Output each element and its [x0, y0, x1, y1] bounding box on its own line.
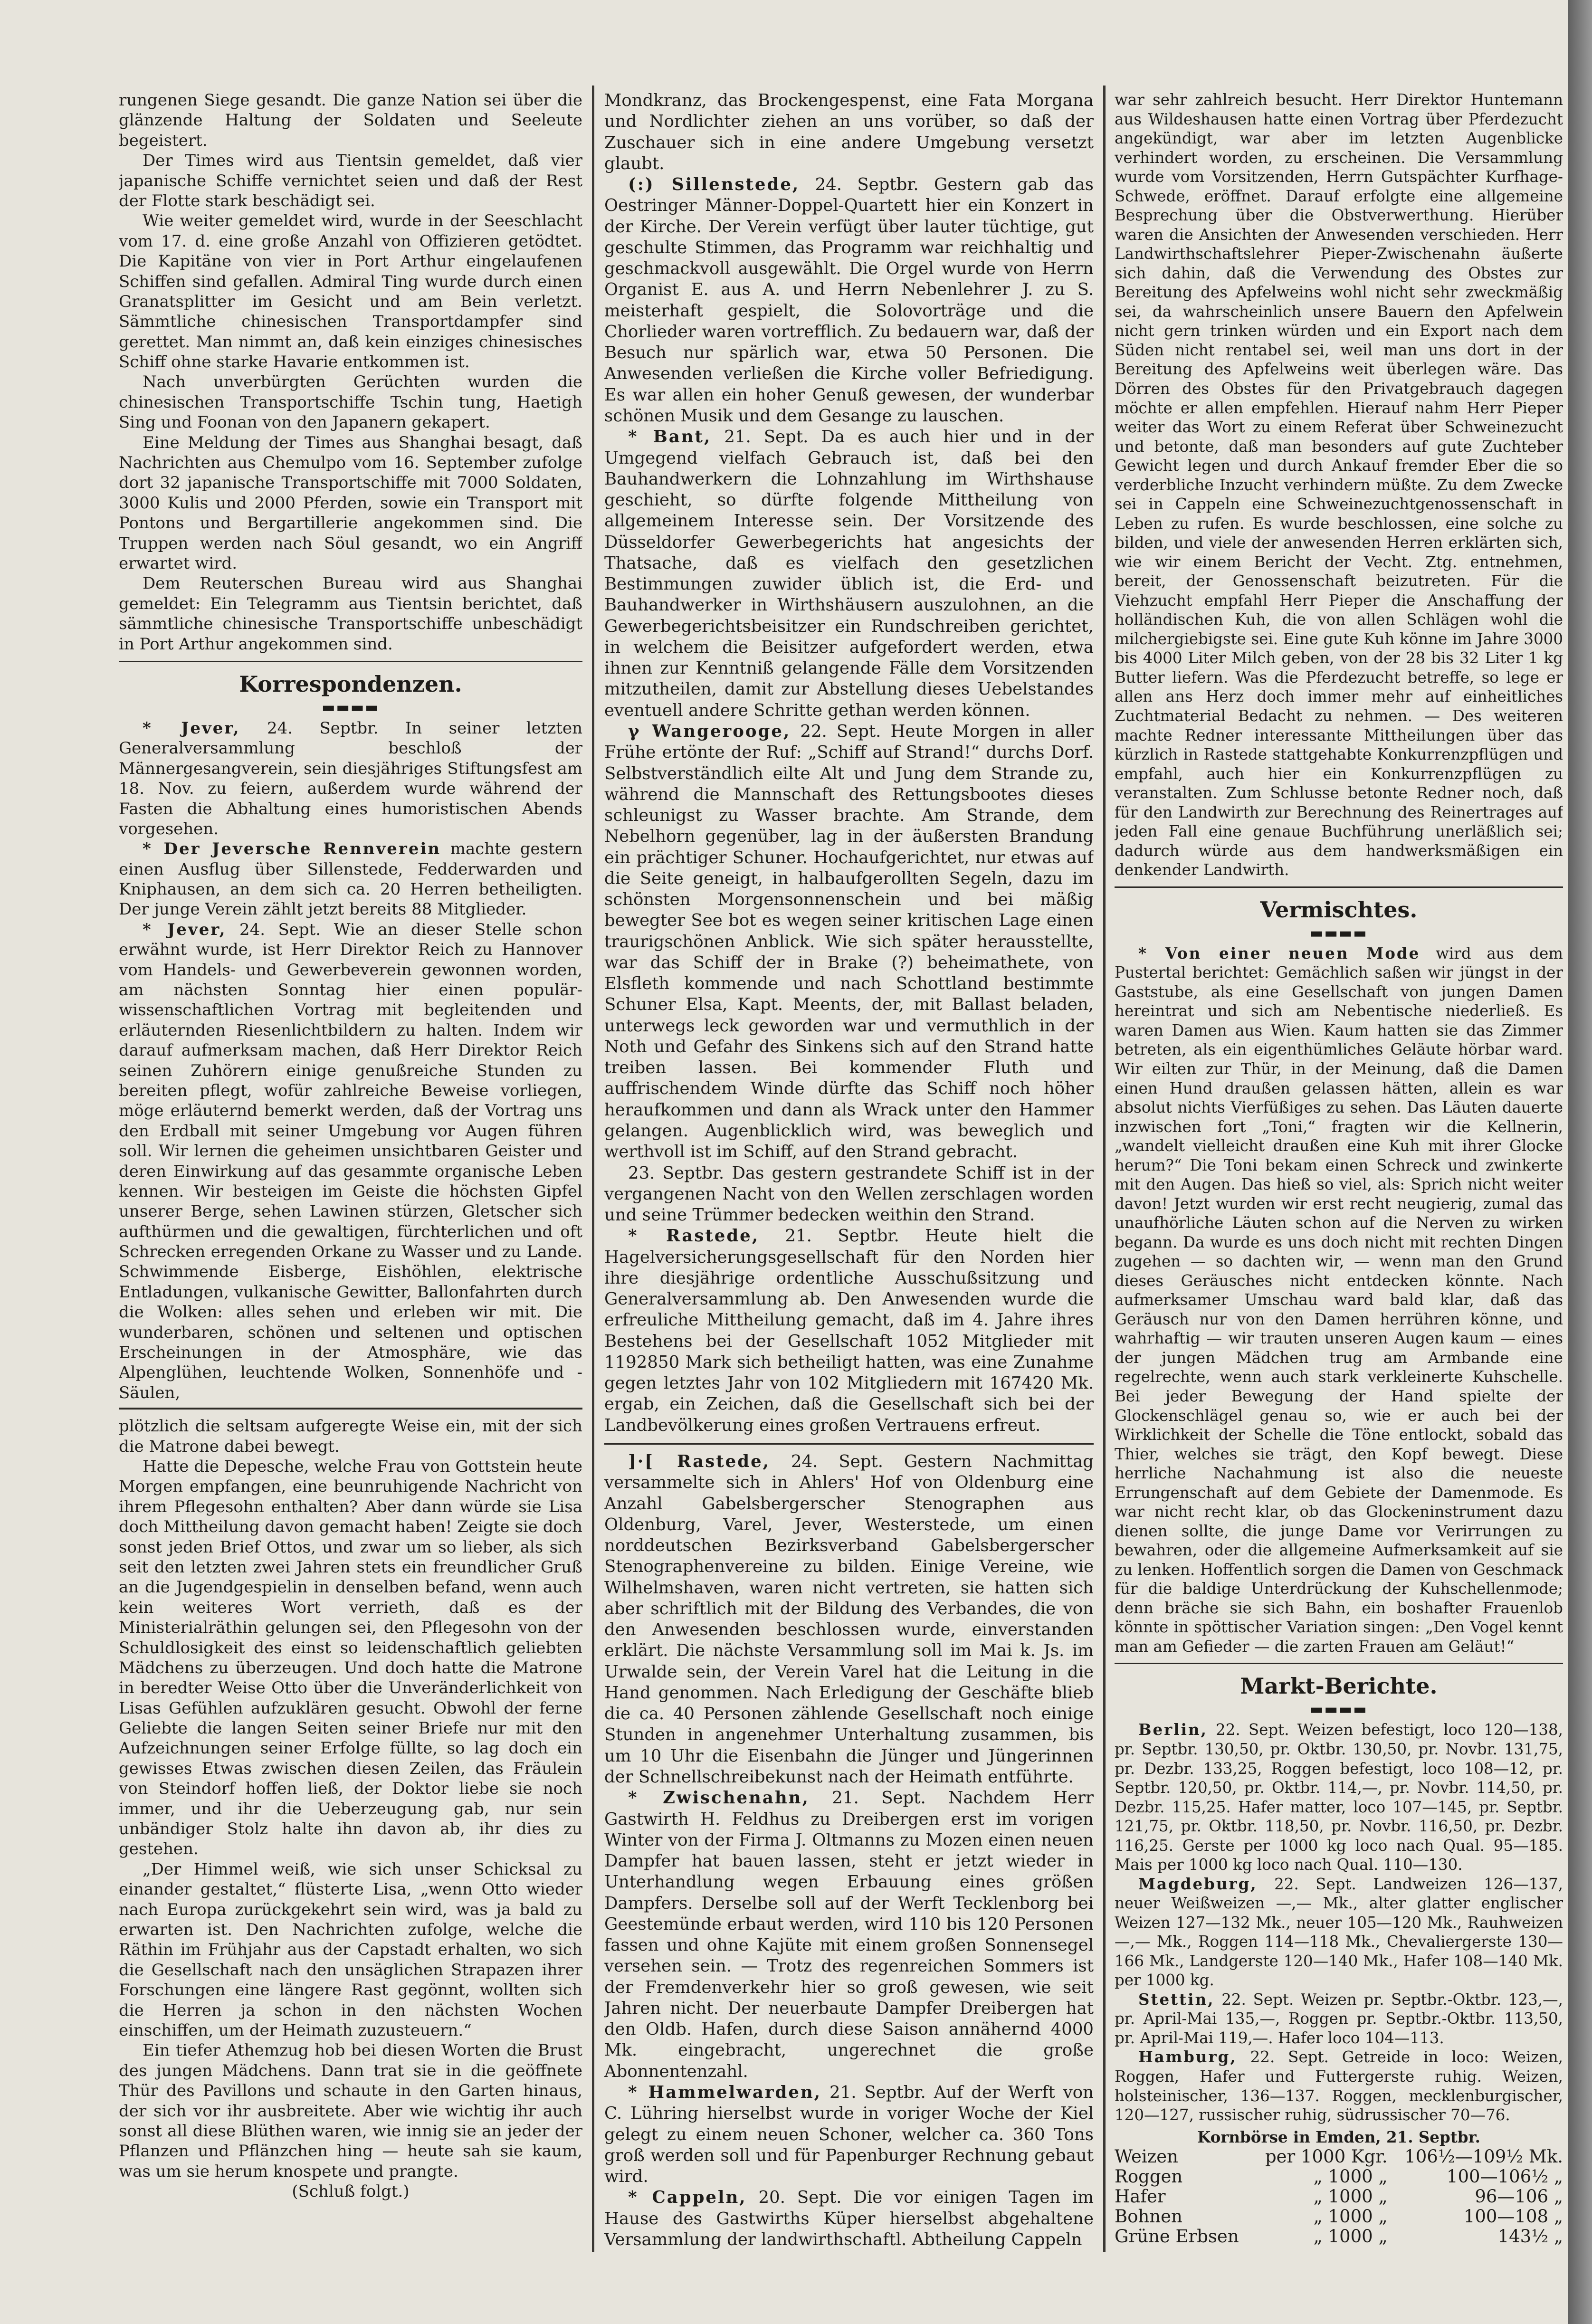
- grain-unit: „ 1000 „: [1313, 2206, 1388, 2227]
- market-text: 22. Sept. Landweizen 126—137, neuer Weißweizen —,— Mk., alter glatter englischer Weizen 127—132 Mk., neuer 105—120 Mk., Rauhweizen —,— Mk., Roggen 114—118 Mk., Chevaliergerste 130—166 Mk., Landgerste 120—140 Mk., Hafer 108—140 Mk. per 1000 kg.: [1115, 1875, 1563, 1990]
- grain-price: 100—108 „: [1463, 2206, 1563, 2227]
- dateline: (:) Sillenstede,: [628, 175, 800, 195]
- grain-unit: per 1000 Kgr.: [1265, 2146, 1388, 2167]
- item-text: 21. Septbr. Heute hielt die Hagelversicherungsgesellschaft für den Norden hier ihre diesjährige ordentliche Ausschußsitzung und Generalversammlung ab. Den Anwesenden wurde die erfreuliche Mittheilung gemacht, daß im 4. Jahre ihres Bestehens bei der Gesellschaft 1052 Mitglieder mit 1192850 Mark sich betheiligt hatten, was eine Zunahme gegen letztes Jahr von 102 Mitgliedern mit 167420 Mk. ergab, ein Zeichen, daß die Gesellschaft sich bei der Landbevölkerung eines großen Vertrauens erfreut.: [604, 1226, 1094, 1435]
- miscellany-item: [1115, 944, 1563, 1657]
- dateline: * Rastede,: [628, 1226, 760, 1246]
- grain-name: Hafer: [1115, 2186, 1166, 2207]
- item-text: 23. Septbr. Das gestern gestrandete Schiff ist in der vergangenen Nacht von den Wellen zerschlagen worden und seine Trümmer bedecken weithin den Strand.: [604, 1163, 1094, 1225]
- news-item: [604, 721, 1094, 1163]
- market-city: Stettin,: [1138, 1990, 1215, 2009]
- table-row: [1115, 2167, 1563, 2187]
- feuilleton-paragraph: „Der Himmel weiß, wie sich unser Schicksal zu einander gestaltet,“ flüsterte Lisa, „wenn Otto wieder nach Europa zurückgekehrt sein wird, was ja bald zu erwarten ist. Den Nachrichten zufolge, welche die Räthin im Frühjahr aus der Capstadt erhalten, wo sich die Gesellschaft nach den unsäglichen Strapazen ihrer Forschungen eine längere Rast gegönnt, wollten sich die Herren ja schon in den nächsten Wochen einschiffen, um der Heimath zuzusteuern.“: [119, 1859, 582, 2040]
- news-item: [604, 1788, 1094, 2082]
- section-rule: [1115, 1663, 1563, 1664]
- news-item: [604, 90, 1094, 174]
- item-text: 24. Sept. Wie an dieser Stelle schon erwähnt wurde, ist Herr Direktor Reich zu Hannover vom Handels- und Gewerbeverein gewonnen worden, am nächsten Sonntag hier einen populär-wissenschaftlichen Vortrag mit begleitenden und erläuternden Riesenlichtbildern zu halten. Indem wir darauf aufmerksam machen, daß Herr Direktor Reich seinen Zuhörern einige genußreiche Stunden zu bereiten pflegt, wofür zahlreiche Beweise vorliegen, möge erläuternd bemerkt werden, daß der Vortrag uns den Erdball mit seiner Umgebung vor Augen führen soll. Wir lernen die geheimen unsichtbaren Geister und deren Einwirkung auf das gesammte organische Leben kennen. Wir besteigen im Geiste die höchsten Gipfel unserer Berge, sehen Lawinen stürzen, Gletscher sich aufthürmen und die gewaltigen, fürchterlichen und oft Schrecken erregenden Orkane zu Wasser und zu Lande. Schwimmende Eisberge, Eishöhlen, elektrische Entladungen, vulkanische Gewitter, Ballonfahrten durch die Wolken: alles sehen und erleben wir mit. Die wunderbaren, schönen und seltenen und optischen Erscheinungen in der Atmosphäre, wie das Alpenglühen, leuchtende Wolken, Sonnenhöfe und -Säulen,: [119, 920, 582, 1402]
- continuation-note: (Schluß folgt.): [292, 2182, 410, 2201]
- column-3: [1115, 90, 1563, 2257]
- feuilleton: [119, 1416, 582, 2201]
- news-paragraphs: [119, 90, 582, 654]
- correspondence-item: [119, 920, 582, 1403]
- news-paragraph: Der Times wird aus Tientsin gemeldet, daß vier japanische Schiffe vernichtet seien und daß der Rest der Flotte stark beschädigt sei.: [119, 151, 582, 210]
- table-row: [1115, 2207, 1563, 2227]
- item-text: machte gestern einen Ausflug über Sillenstede, Fedderwarden und Kniphausen, an dem sich ca. 20 Herren betheiligten. Der junge Verein zählt jetzt bereits 88 Mitglieder.: [119, 839, 582, 919]
- grain-price: 143½ „: [1497, 2226, 1563, 2247]
- correspondence-item: [119, 718, 582, 839]
- feuilleton-paragraph: Ein tiefer Athemzug hob bei diesen Worten die Brust des jungen Mädchens. Dann trat sie in die geöffnete Thür des Pavillons und schaute in den Garten hinaus, der sich vor ihr ausbreitete. Aber wie wichtig ihr auch sonst all diese Blüthen waren, wie innig sie an jeder der Pflanzen und Pflänzchen hing — heute sah sie kaum, was um sie herum knospete und prangte.: [119, 2041, 582, 2181]
- market-report: [1115, 1720, 1563, 1874]
- item-text: 20. Sept. Die vor einigen Tagen im Hause des Gastwirths Küper hierselbst abgehaltene Versammlung der landwirthschaftl. Abtheilung Cappeln: [604, 2188, 1094, 2249]
- section-heading-korrespondenzen: Korrespondenzen.: [239, 671, 462, 697]
- dateline: * Cappeln,: [628, 2188, 747, 2208]
- kornboerse-table: [1115, 2147, 1563, 2247]
- grain-name: Bohnen: [1115, 2206, 1182, 2227]
- column-divider-2: [1103, 86, 1106, 2252]
- grain-name: Roggen: [1115, 2166, 1183, 2187]
- market-text: 22. Sept. Weizen pr. Septbr.-Oktbr. 123,—, pr. April-Mai 135,—, Roggen pr. Septbr.-Oktbr. 113,50, pr. April-Mai 119,—. Hafer loco 104—113.: [1115, 1990, 1563, 2047]
- feuilleton-paragraph: Hatte die Depesche, welche Frau von Gottstein heute Morgen empfangen, eine beunruhigende Nachricht von ihrem Pflegesohn enthalten? Aber dann würde sie Lisa doch Mittheilung davon gemacht haben! Zeigte sie doch sonst jeden Brief Ottos, und zwar um so lieber, als sich seit den letzten zwei Jahren stets ein freundlicher Gruß an die Jugendgespielin in denselben befand, wenn auch kein weiteres Wort verrieth, daß es der Ministerialräthin gelungen sei, den Pflegesohn von der Schuldlosigkeit des einst so leidenschaftlich geliebten Mädchens zu überzeugen. Und doch hatte die Matrone in beredter Weise Otto über die Unveränderlichkeit von Lisas Gefühlen aufzuklären gesucht. Obwohl der ferne Geliebte die langen Seiten seiner Briefe nur mit den Aufzeichnungen seiner Erfolge füllte, so lag doch ein gewisses Etwas zwischen diesen Zeilen, das Fräulein von Steindorf hoffen ließ, der Doktor liebe sie noch immer, und ihr die Ueberzeugung gab, nur sein unbändiger Stolz halte ihn davon ab, ihr dies zu gestehen.: [119, 1457, 582, 1859]
- item-lead: * Von einer neuen Mode: [1138, 943, 1420, 962]
- feuilleton-paragraph: plötzlich die seltsam aufgeregte Weise ein, mit der sich die Matrone dabei bewegt.: [119, 1417, 582, 1456]
- market-report: [1115, 2048, 1563, 2124]
- market-city: Magdeburg,: [1138, 1874, 1258, 1893]
- news-paragraph: rungenen Siege gesandt. Die ganze Nation sei über die glänzende Haltung der Soldaten und Seeleute begeistert.: [119, 91, 582, 150]
- market-report: [1115, 1875, 1563, 1990]
- item-text: 22. Sept. Heute Morgen in aller Frühe ertönte der Ruf: „Schiff auf Strand!“ durchs Dorf. Selbstverständlich eilte Alt und Jung dem Strande zu, während die Mannschaft des Rettungsbootes dieses schleunigst zu Wasser brachte. Am Strande, dem Nebelhorn gegenüber, lag in der äußersten Brandung ein prächtiger Schuner. Hochaufgerichtet, nur etwas auf die Seite geneigt, in halbaufgerollten Segeln, dazu im schönsten Morgensonnenschein und bei mäßig bewegter See bot es wegen seiner kritischen Lage einen traurigschönen Anblick. Wie sich später herausstellte, war das Schiff der in Brake (?) beheimathete, von Elsfleth kommende und nach Schottland bestimmte Schuner Elsa, Kapt. Meents, der, mit Ballast beladen, unterwegs leck geworden war und vermuthlich in der Noth und Gefahr des Sinkens sich auf den Strand hatte treiben lassen. Bei kommender Fluth und auffrischendem Winde dürfte das Schiff noch höher heraufkommen und dann als Wrack unter den Hammer gelangen. Augenblicklich wird, was beweglich und werthvoll ist im Schiff, auf den Strand gebracht.: [604, 721, 1094, 1162]
- market-city: Hamburg,: [1138, 2048, 1237, 2067]
- dateline: γ Wangerooge,: [628, 721, 791, 741]
- column-2: [604, 90, 1094, 2257]
- grain-unit: „ 1000 „: [1313, 2186, 1388, 2207]
- item-rule: [604, 1443, 1094, 1445]
- item-text: 24. Sept. Gestern Nachmittag versammelte sich in Ahlers' Hof von Oldenburg eine Anzahl Gabelsbergerscher Stenographen aus Oldenburg, Varel, Jever, Westerstede, um einen norddeutschen Bezirksverband Gabelsbergerscher Stenographenvereine zu bilden. Einige Vereine, wie Wilhelmshaven, waren nicht vertreten, sie hatten sich aber schriftlich mit der Bildung des Verbandes, die von den Anwesenden beschlossen wurde, einverstanden erklärt. Die nächste Versammlung soll im Mai k. Js. im Urwalde sein, der Verein Varel hat die Leitung in die Hand genommen. Nach Erledigung der Geschäfte blieb die ca. 40 Personen zählende Gesellschaft noch einige Stunden in angenehmer Unterhaltung zusammen, bis um 10 Uhr die Eisenbahn die Jünger und Jüngerinnen der Schnellschreibekunst nach der Heimath entführte.: [604, 1452, 1094, 1787]
- news-paragraph: Wie weiter gemeldet wird, wurde in der Seeschlacht vom 17. d. eine große Anzahl von Offizieren getödtet. Die Kapitäne von vier in Port Arthur eingelaufenen Schiffen sind gefallen. Admiral Ting wurde durch einen Granatsplitter im Gesicht und am Bein verletzt. Sämmtliche chinesischen Transportdampfer sind gerettet. Man nimmt an, daß kein einziges chinesisches Schiff ohne starke Havarie entkommen ist.: [119, 211, 582, 372]
- item-text: wird aus dem Pustertal berichtet: Gemächlich saßen wir jüngst in der Gaststube, als eine Gesellschaft von jungen Damen hereintrat und sich am Nebentische niederließ. Es waren Damen aus Wien. Kaum hatten sie das Zimmer betreten, als ein eigenthümliches Geläute hörbar ward. Wir eilten zur Thür, in der Meinung, daß die Damen einen Hund draußen gelassen hätten, allein es war absolut nichts Vierfüßiges zu sehen. Das Läuten dauerte inzwischen fort „Toni,“ fragten wir die Kellnerin, „wandelt vielleicht draußen eine Kuh mit ihrer Glocke herum?“ Die Toni bekam einen Schreck und zwinkerte mit den Augen. Das hieß so viel, als: Sprich nicht weiter davon! Jetzt wurden wir erst recht neugierig, zumal das unaufhörliche Läuten schon auf die Nerven zu wirken begann. Da wurde es uns doch nicht mit rechten Dingen zugehen — so dachten wir, — wenn man den Grund dieses Geräusches nicht entdecken könnte. Nach aufmerksamer Umschau ward bald klar, daß das Geräusch nur von den Damen herrühren könne, und wahrhaftig — wir trauten unseren Augen kaum — eines der jungen Mädchen trug am Armbande eine regelrechte, wenn auch stark verkleinerte Kuhschelle. Bei jeder Bewegung der Hand spielte der Glockenschlägel genau so, wie er auch bei der Wirklichkeit der Schelle die Töne entlockt, sobald das Thier, welches sie trägt, den Kopf bewegt. Diese herrliche Nachahmung ist also die neueste Errungenschaft auf dem Gebiete der Damenmode. Es war nicht recht klar, ob das Glockeninstrument dazu dienen sollte, die junge Dame vor Verirrungen zu bewahren, oder die allgemeine Aufmerksamkeit auf sie zu lenken. Hoffentlich sorgen die Damen von Geschmack für die baldige Unterdrückung der Kuhschellenmode; denn bräche sie sich Bahn, ein boshafter Frauenlob könnte in spöttischer Variation singen: „Den Vogel kennt man am Gefieder — die zarten Frauen am Geläut!“: [1115, 944, 1563, 1656]
- news-item: [604, 174, 1094, 427]
- market-text: 22. Sept. Weizen befestigt, loco 120—138, pr. Septbr. 130,50, pr. Oktbr. 130,50, pr. Novbr. 131,75, pr. Dezbr. 133,25, Roggen befestigt, loco 108—12, pr. Septbr. 120,50, pr. Oktbr. 114,—, pr. Novbr. 114,50, pr. Dezbr. 115,25. Hafer matter, loco 107—145, pr. Septbr. 121,75, pr. Oktbr. 118,50, pr. Novbr. 116,50, pr. Dezbr. 116,25. Gerste per 1000 kg loco nach Qual. 95—185. Mais per 1000 kg loco nach Qual. 110—130.: [1115, 1721, 1563, 1874]
- kornboerse-heading: Kornbörse in Emden, 21. Septbr.: [1197, 2127, 1480, 2146]
- dateline: * Hammelwarden,: [628, 2082, 822, 2102]
- market-report: [1115, 1990, 1563, 2048]
- market-text: 22. Sept. Getreide in loco: Weizen, Roggen, Hafer und Futtergerste ruhig. Weizen, holsteinischer, 136—137. Roggen, mecklenburgischer, 120—127, russischer ruhig, südrussischer 70—76.: [1115, 2048, 1563, 2124]
- dateline: * Bant,: [628, 427, 712, 447]
- news-item: [604, 1451, 1094, 1788]
- grain-unit: „ 1000 „: [1313, 2166, 1388, 2187]
- feuilleton-rule: [119, 1408, 582, 1410]
- table-row: [1115, 2227, 1563, 2247]
- news-paragraph: war sehr zahlreich besucht. Herr Direktor Huntemann aus Wildeshausen hatte einen Vortrag über Pferdezucht angekündigt, war aber im letzten Augenblicke verhindert worden, zu erscheinen. Die Versammlung wurde vom Vorsitzenden, Herrn Gutspächter Kurfhage-Schwede, eröffnet. Darauf erfolgte eine allgemeine Besprechung über die Obstverwerthung. Hierüber waren die Ansichten der Anwesenden verschieden. Herr Landwirthschaftslehrer Pieper-Zwischenahn äußerte sich dahin, daß die Verwendung des Obstes zur Bereitung des Apfelweins wohl nicht sehr zweckmäßig sei, da wahrscheinlich unsere Bauern den Apfelwein nicht gern trinken würden und ein Export nach dem Süden nicht rentabel sei, weil man uns dort in der Bereitung des Apfelweins weit überlegen wäre. Das Dörren des Obstes für den Privatgebrauch dagegen möchte er allen empfehlen. Hierauf nahm Herr Pieper weiter das Wort zu einem Referat über Schweinezucht und betonte, daß man besonders auf gute Zuchteber Gewicht legen und durch Ankauf fremder Eber die so verderbliche Inzucht verhindern müßte. Zu dem Zwecke sei in Cappeln eine Schweinezuchtgenossenschaft in Leben zu rufen. Es wurde beschlossen, eine solche zu bilden, und viele der anwesenden Herren erklärten sich, wie wir einem Bericht der Vecht. Ztg. entnehmen, bereit, der Genossenschaft beizutreten. Für die Viehzucht empfahl Herr Pieper die Anschaffung der holländischen Kuh, die von allen Schlägen wohl die milchergiebigste sei. Eine gute Kuh könne im Jahre 3000 bis 4000 Liter Milch geben, von der 28 bis 32 Liter 1 kg Butter liefern. Was die Pferdezucht betreffe, so lege er allen ans Herz doch immer mehr auf einheitliches Zuchtmaterial Bedacht zu nehmen. — Des weiteren machte Redner interessante Mittheilungen über das kürzlich in Rastede stattgehabte Konkurrenzpflügen und empfahl, auch hier ein Konkurrenzpflügen zu veranstalten. Zum Schlusse betonte Redner noch, daß für den Landwirth zur Berechnung des Reinertrages auf jeden Fall eine genaue Buchführung unerläßlich sei; dadurch würde aus dem handwerksmäßigen ein denkender Landwirth.: [1115, 91, 1563, 879]
- dateline: ]·[ Rastede,: [628, 1452, 771, 1471]
- section-heading-marktberichte: Markt-Berichte.: [1240, 1673, 1438, 1699]
- item-text: 21. Septbr. Auf der Werft von C. Lühring hierselbst wurde in voriger Woche der Kiel gelegt zu einem neuen Schoner, welcher ca. 360 Tons groß werden soll und für Papenburger Rechnung gebaut wird.: [604, 2082, 1094, 2187]
- item-text: 21. Sept. Nachdem Herr Gastwirth H. Feldhus zu Dreibergen erst im vorigen Winter von der Firma J. Oltmanns zu Mozen einen neuen Dampfer hat bauen lassen, steht er jetzt wieder in Unterhandlung wegen Erbauung eines größen Dampfers. Derselbe soll auf der Werft Tecklenborg bei Geestemünde erbaut werden, wird 110 bis 120 Personen fassen und ohne Kajüte mit einem großen Sonnensegel versehen sein. — Trotz des regenreichen Sommers ist der Fremdenverkehr hier so groß gewesen, wie seit Jahren nicht. Der neuerbaute Dampfer Dreibergen hat den Oldb. Hafen, durch diese Saison annähernd 4000 Mk. eingebracht, ungerechnet die große Abonnentenzahl.: [604, 1788, 1094, 2081]
- news-item: [604, 2082, 1094, 2187]
- correspondence-item: [119, 839, 582, 920]
- column-divider-1: [592, 86, 594, 2252]
- grain-price: 100—106½ „: [1446, 2166, 1563, 2187]
- news-paragraph: Eine Meldung der Times aus Shanghai besagt, daß Nachrichten aus Chemulpo vom 16. September zufolge dort 32 japanische Transportschiffe mit 7000 Soldaten, 3000 Kulis und 2000 Pferden, sowie ein Transport mit Pontons und Bergartillerie angekommen sind. Die Truppen werden nach Söul gesandt, wo ein Angriff erwartet wird.: [119, 433, 582, 573]
- item-text: 24. Septbr. In seiner letzten Generalversammlung beschloß der Männergesangverein, sein diesjähriges Stiftungsfest am 18. Nov. zu feiern, außerdem wurde während der Fasten die Abhaltung eines humoristischen Abends vorgesehen.: [119, 718, 582, 838]
- page-edge-shadow: [1568, 0, 1592, 2324]
- dateline: * Jever,: [143, 920, 227, 939]
- grain-price: 96—106 „: [1475, 2186, 1563, 2207]
- dateline: * Der Jeversche Rennverein: [143, 839, 441, 859]
- section-rule: [119, 661, 582, 662]
- market-city: Berlin,: [1138, 1720, 1208, 1739]
- dateline: * Jever,: [143, 718, 240, 738]
- heading-ornament: ▬▬▬▬: [1310, 1701, 1368, 1718]
- news-paragraph: Dem Reuterschen Bureau wird aus Shanghai gemeldet: Ein Telegramm aus Tientsin berichtet, daß sämmtliche chinesische Transportschiffe unbeschädigt in Port Arthur angekommen sind.: [119, 574, 582, 654]
- heading-ornament: ▬▬▬▬: [1310, 924, 1368, 942]
- news-paragraph: Nach unverbürgten Gerüchten wurden die chinesischen Transportschiffe Tschin tung, Haetigh Sing und Foonan von den Japanern gekapert.: [119, 372, 582, 432]
- section-rule: [1115, 886, 1563, 888]
- item-text: Mondkranz, das Brockengespenst, eine Fata Morgana und Nordlichter ziehen an uns vorüber, so daß der Zuschauer sich in eine andere Umgebung versetzt glaubt.: [604, 91, 1094, 173]
- table-row: [1115, 2147, 1563, 2167]
- item-text: 24. Septbr. Gestern gab das Oestringer Männer-Doppel-Quartett hier ein Konzert in der Kirche. Der Verein verfügt über lauter tüchtige, gut geschulte Stimmen, das Programm war reichhaltig und geschmackvoll ausgewählt. Die Orgel wurde von Herrn Organist E. aus A. und Herrn Nebenlehrer J. zu S. meisterhaft gespielt, die Solovorträge und die Chorlieder waren vortrefflich. Zu bedauern war, daß der Besuch nur spärlich war, etwa 50 Personen. Die Anwesenden verließen die Kirche voller Befriedigung. Es war allen ein hoher Genuß gewesen, der wunderbar schönen Musik und dem Gesange zu lauschen.: [604, 175, 1094, 426]
- grain-name: Weizen: [1115, 2146, 1178, 2167]
- section-heading-vermischtes: Vermischtes.: [1260, 896, 1418, 923]
- news-item: [604, 2187, 1094, 2250]
- heading-ornament: ▬▬▬▬: [322, 699, 380, 716]
- news-item: [604, 1226, 1094, 1436]
- news-item: [604, 427, 1094, 721]
- item-text: 21. Sept. Da es auch hier und in der Umgegend vielfach Gebrauch ist, daß bei den Bauhandwerkern die Lohnzahlung im Wirthshause geschieht, so dürfte folgende Mittheilung von allgemeinem Interesse sein. Der Vorsitzende des Düsseldorfer Gewerbegerichts hat angesichts der Thatsache, daß es vielfach den gesetzlichen Bestimmungen zuwider üblich ist, die Erd- und Bauhandwerker in Wirthshäusern auszulohnen, an die Gewerbegerichtsbeisitzer ein Rundschreiben gerichtet, in welchem die Beisitzer aufgefordert werden, etwa ihnen zur Kenntniß gelangende Fälle dem Vorsitzenden mitzutheilen, damit zur Abstellung dieses Uebelstandes eventuell andere Schritte gethan werden können.: [604, 427, 1094, 720]
- grain-unit: „ 1000 „: [1313, 2226, 1388, 2247]
- grain-price: 106½—109½ Mk.: [1404, 2146, 1563, 2167]
- grain-name: Grüne Erbsen: [1115, 2226, 1239, 2247]
- table-row: [1115, 2187, 1563, 2207]
- dateline: * Zwischenahn,: [628, 1788, 810, 1808]
- column-1: [119, 90, 582, 2257]
- news-item: [604, 1163, 1094, 1226]
